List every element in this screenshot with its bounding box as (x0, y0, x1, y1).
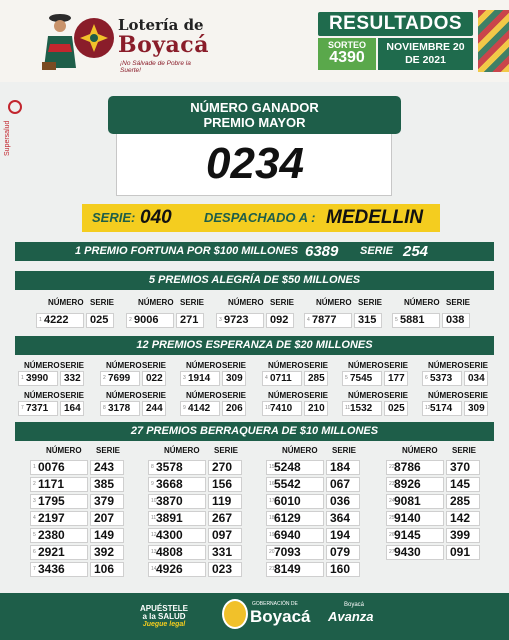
prize-number: 1914 (188, 373, 211, 384)
prize-number: 1532 (350, 403, 373, 414)
entry-index: 26 (389, 532, 395, 538)
serie-cell: 106 (90, 562, 124, 577)
entry-index: 6 (33, 549, 36, 555)
draw-date (378, 38, 473, 70)
number-header: NÚMERO (402, 446, 438, 455)
serie-header: SERIE (60, 391, 85, 400)
serie-cell: 379 (90, 494, 124, 509)
entry-index: 13 (151, 549, 157, 555)
number-header: NÚMERO (24, 361, 60, 370)
entry-index: 6 (425, 375, 428, 381)
serie-cell: 309 (464, 401, 488, 416)
serie-cell: 022 (142, 371, 166, 386)
header (0, 0, 509, 82)
fortuna-number: 6389 (305, 243, 339, 260)
serie-cell: 267 (208, 511, 242, 526)
number-cell (30, 562, 88, 577)
number-header: NÚMERO (428, 361, 464, 370)
number-header: NÚMERO (48, 298, 84, 307)
number-cell (126, 313, 174, 328)
number-cell (262, 371, 302, 386)
number-cell (266, 545, 324, 560)
number-cell (386, 545, 444, 560)
number-cell (386, 494, 444, 509)
footer (0, 593, 509, 640)
prize-number: 2380 (38, 528, 65, 542)
loteria-logo (40, 10, 210, 72)
prize-number: 9081 (394, 494, 421, 508)
date-line-2: DE 2021 (405, 54, 446, 66)
number-cell (30, 477, 88, 492)
boyaca-seal-icon (222, 599, 248, 629)
winner-title-line-1: NÚMERO GANADOR (190, 100, 319, 115)
results-badge (318, 12, 473, 70)
serie-cell: 285 (304, 371, 328, 386)
serie-header: SERIE (90, 298, 115, 307)
winner-title-line-2: PREMIO MAYOR (203, 115, 306, 130)
date-line-1: NOVIEMBRE 20 (386, 41, 465, 53)
serie-cell: 177 (384, 371, 408, 386)
despachado-label: DESPACHADO A : (204, 210, 316, 225)
prize-number: 5174 (430, 403, 453, 414)
serie-cell: 315 (354, 313, 382, 328)
prize-number: 1171 (38, 477, 65, 491)
gobernacion-label: GOBERNACIÓN DE (252, 601, 298, 607)
serie-cell: 244 (142, 401, 166, 416)
entry-index: 8 (151, 464, 154, 470)
entry-index: 4 (307, 317, 310, 323)
entry-index: 2 (129, 317, 132, 323)
entry-index: 4 (33, 515, 36, 521)
serie-cell: 270 (208, 460, 242, 475)
entry-index: 15 (269, 464, 275, 470)
serie-cell: 145 (446, 477, 480, 492)
prize-number: 5373 (430, 373, 453, 384)
entry-index: 8 (103, 405, 106, 411)
prize-number: 8786 (394, 460, 421, 474)
serie-cell: 156 (208, 477, 242, 492)
serie-header: SERIE (214, 446, 239, 455)
number-cell (148, 511, 206, 526)
winner-heading (108, 96, 401, 134)
entry-index: 12 (151, 532, 157, 538)
decorative-pattern (478, 10, 509, 72)
sorteo-number: 4390 (329, 49, 365, 66)
entry-index: 2 (33, 481, 36, 487)
prize-number: 0711 (270, 373, 292, 384)
number-cell (266, 460, 324, 475)
serie-cell: 285 (446, 494, 480, 509)
number-cell (216, 313, 264, 328)
serie-cell: 119 (208, 494, 242, 509)
serie-cell: 399 (446, 528, 480, 543)
serie-cell: 271 (176, 313, 204, 328)
serie-cell: 309 (222, 371, 246, 386)
prize-number: 6940 (274, 528, 301, 542)
serie-value: 040 (140, 207, 172, 228)
prize-number: 1795 (38, 494, 65, 508)
fortuna-label: 1 PREMIO FORTUNA POR $100 MILLONES (75, 245, 299, 257)
logo-title: Lotería de (118, 16, 204, 34)
serie-cell: 164 (60, 401, 84, 416)
supersalud-label: Supersalud (4, 120, 11, 156)
prize-number: 3990 (26, 373, 49, 384)
number-cell (148, 477, 206, 492)
number-header: NÚMERO (228, 298, 264, 307)
number-cell (180, 401, 220, 416)
results-title: RESULTADOS (318, 12, 473, 36)
entry-index: 25 (389, 515, 395, 521)
number-header: NÚMERO (106, 361, 142, 370)
number-cell (266, 562, 324, 577)
number-cell (100, 371, 140, 386)
number-cell (30, 511, 88, 526)
apuestele-logo (140, 605, 188, 629)
number-cell (266, 511, 324, 526)
prize-number: 2921 (38, 545, 65, 559)
prize-number: 7371 (26, 403, 49, 414)
avanza-small-label: Boyacá (344, 602, 365, 608)
winner-number-box (116, 134, 392, 196)
prize-number: 7877 (312, 314, 337, 326)
number-cell (386, 511, 444, 526)
serie-cell: 092 (266, 313, 294, 328)
serie-header: SERIE (464, 361, 489, 370)
prize-number: 7699 (108, 373, 131, 384)
number-cell (148, 545, 206, 560)
serie-header: SERIE (180, 298, 205, 307)
entry-index: 2 (103, 375, 106, 381)
serie-cell: 392 (90, 545, 124, 560)
boyaca-label: Boyacá (250, 607, 311, 626)
number-header: NÚMERO (24, 391, 60, 400)
number-cell (262, 401, 302, 416)
sorteo-label: SORTEO (327, 40, 366, 50)
prize-number: 9140 (394, 511, 421, 525)
serie-cell: 079 (326, 545, 360, 560)
emblem-icon (74, 18, 114, 58)
prize-number: 3436 (38, 562, 65, 576)
number-cell (386, 528, 444, 543)
entry-index: 3 (219, 317, 222, 323)
prize-number: 5881 (400, 314, 425, 326)
entry-index: 1 (21, 375, 24, 381)
prize-number: 3870 (156, 494, 183, 508)
serie-cell: 149 (90, 528, 124, 543)
number-cell (148, 494, 206, 509)
serie-cell: 370 (446, 460, 480, 475)
fortuna-serie-label: SERIE (360, 245, 394, 257)
serie-cell: 385 (90, 477, 124, 492)
prize-number: 9430 (394, 545, 421, 559)
serie-cell: 206 (222, 401, 246, 416)
serie-cell: 034 (464, 371, 488, 386)
number-cell (386, 460, 444, 475)
number-header: NÚMERO (186, 361, 222, 370)
entry-index: 12 (425, 405, 431, 411)
entry-index: 5 (33, 532, 36, 538)
entry-index: 19 (269, 532, 275, 538)
serie-header: SERIE (270, 298, 295, 307)
serie-cell: 364 (326, 511, 360, 526)
number-cell (386, 477, 444, 492)
entry-index: 14 (151, 566, 157, 572)
serie-header: SERIE (222, 391, 247, 400)
serie-header: SERIE (384, 391, 409, 400)
serie-cell: 210 (304, 401, 328, 416)
prize-number: 7410 (270, 403, 293, 414)
avanza-label: Avanza (328, 609, 374, 624)
entry-index: 11 (151, 515, 157, 521)
number-header: NÚMERO (164, 446, 200, 455)
prize-number: 4926 (156, 562, 183, 576)
entry-index: 11 (345, 405, 351, 411)
serie-header: SERIE (142, 391, 167, 400)
number-header: NÚMERO (106, 391, 142, 400)
alegria-bar: 5 PREMIOS ALEGRÍA DE $50 MILLONES (15, 271, 494, 290)
serie-header: SERIE (142, 361, 167, 370)
serie-label: SERIE: (92, 210, 136, 225)
entry-index: 16 (269, 481, 275, 487)
prize-number: 5248 (274, 460, 301, 474)
number-cell (30, 494, 88, 509)
prize-number: 6129 (274, 511, 301, 525)
number-cell (30, 460, 88, 475)
serie-header: SERIE (222, 361, 247, 370)
serie-header: SERIE (446, 298, 471, 307)
serie-header: SERIE (304, 361, 329, 370)
winner-number: 0234 (206, 139, 304, 188)
number-header: NÚMERO (138, 298, 174, 307)
prize-number: 9145 (394, 528, 421, 542)
apuestele-line-3: Juegue legal (142, 621, 186, 628)
number-cell (30, 528, 88, 543)
prize-number: 8149 (274, 562, 301, 576)
number-cell (18, 371, 58, 386)
prize-number: 3668 (156, 477, 183, 491)
berraquera-bar: 27 PREMIOS BERRAQUERA DE $10 MILLONES (15, 422, 494, 441)
number-cell (18, 401, 58, 416)
prize-number: 4142 (188, 403, 211, 414)
number-cell (148, 528, 206, 543)
entry-index: 5 (395, 317, 398, 323)
prize-number: 4222 (44, 314, 69, 326)
serie-cell: 025 (384, 401, 408, 416)
serie-cell: 036 (326, 494, 360, 509)
prize-number: 3178 (108, 403, 131, 414)
entry-index: 5 (345, 375, 348, 381)
prize-number: 3578 (156, 460, 183, 474)
serie-cell: 067 (326, 477, 360, 492)
prize-number: 7545 (350, 373, 373, 384)
number-header: NÚMERO (404, 298, 440, 307)
serie-header: SERIE (96, 446, 121, 455)
prize-number: 8926 (394, 477, 421, 491)
prize-number: 4808 (156, 545, 183, 559)
number-cell (100, 401, 140, 416)
number-header: NÚMERO (316, 298, 352, 307)
serie-cell: 142 (446, 511, 480, 526)
serie-cell: 160 (326, 562, 360, 577)
entry-index: 22 (389, 464, 395, 470)
serie-header: SERIE (384, 361, 409, 370)
entry-index: 9 (183, 405, 186, 411)
serie-cell: 091 (446, 545, 480, 560)
number-cell (422, 401, 462, 416)
serie-cell: 207 (90, 511, 124, 526)
serie-cell: 332 (60, 371, 84, 386)
number-cell (36, 313, 84, 328)
entry-index: 10 (265, 405, 271, 411)
number-header: NÚMERO (348, 391, 384, 400)
number-header: NÚMERO (46, 446, 82, 455)
serie-header: SERIE (358, 298, 383, 307)
prize-number: 5542 (274, 477, 301, 491)
fortuna-bar (15, 242, 494, 261)
number-header: NÚMERO (348, 361, 384, 370)
number-cell (180, 371, 220, 386)
number-cell (342, 401, 382, 416)
entry-index: 24 (389, 498, 395, 504)
number-cell (392, 313, 440, 328)
entry-index: 1 (33, 464, 36, 470)
prize-number: 6010 (274, 494, 301, 508)
esperanza-bar: 12 PREMIOS ESPERANZA DE $20 MILLONES (15, 336, 494, 355)
serie-cell: 194 (326, 528, 360, 543)
despachado-city: MEDELLIN (326, 207, 424, 228)
number-header: NÚMERO (186, 391, 222, 400)
prize-number: 3891 (156, 511, 183, 525)
entry-index: 7 (33, 566, 36, 572)
fortuna-serie: 254 (403, 243, 429, 260)
number-cell (30, 545, 88, 560)
prize-number: 9723 (224, 314, 249, 326)
number-header: NÚMERO (268, 361, 304, 370)
serie-header: SERIE (464, 391, 489, 400)
entry-index: 21 (269, 566, 275, 572)
number-header: NÚMERO (268, 391, 304, 400)
entry-index: 4 (265, 375, 268, 381)
entry-index: 20 (269, 549, 275, 555)
serie-bar (82, 204, 440, 232)
serie-header: SERIE (332, 446, 357, 455)
serie-header: SERIE (304, 391, 329, 400)
entry-index: 10 (151, 498, 157, 504)
serie-cell: 331 (208, 545, 242, 560)
serie-header: SERIE (452, 446, 477, 455)
entry-index: 23 (389, 481, 395, 487)
prize-number: 2197 (38, 511, 65, 525)
entry-index: 3 (183, 375, 186, 381)
prize-number: 0076 (38, 460, 65, 474)
number-cell (422, 371, 462, 386)
entry-index: 27 (389, 549, 395, 555)
entry-index: 18 (269, 515, 275, 521)
serie-cell: 025 (86, 313, 114, 328)
serie-cell: 023 (208, 562, 242, 577)
serie-cell: 243 (90, 460, 124, 475)
logo-slogan: ¡No Sálvade de Pobre la Suerte! (120, 60, 191, 74)
entry-index: 1 (39, 317, 42, 323)
entry-index: 17 (269, 498, 275, 504)
number-cell (148, 562, 206, 577)
number-cell (266, 494, 324, 509)
serie-cell: 097 (208, 528, 242, 543)
serie-header: SERIE (60, 361, 85, 370)
prize-number: 7093 (274, 545, 301, 559)
number-cell (266, 477, 324, 492)
apuestele-line-1: APUÉSTELE (140, 604, 189, 613)
serie-cell: 184 (326, 460, 360, 475)
number-cell (342, 371, 382, 386)
entry-index: 3 (33, 498, 36, 504)
sorteo-box (318, 38, 376, 70)
apuestele-line-2: a la SALUD (142, 612, 186, 621)
entry-index: 7 (21, 405, 24, 411)
number-cell (266, 528, 324, 543)
number-cell (148, 460, 206, 475)
logo-brand: Boyacá (118, 32, 209, 58)
prize-number: 9006 (134, 314, 159, 326)
number-header: NÚMERO (428, 391, 464, 400)
number-cell (304, 313, 352, 328)
serie-cell: 038 (442, 313, 470, 328)
supersalud-icon (8, 100, 22, 114)
entry-index: 9 (151, 481, 154, 487)
number-header: NÚMERO (282, 446, 318, 455)
prize-number: 4300 (156, 528, 183, 542)
supersalud-logo (4, 100, 26, 160)
